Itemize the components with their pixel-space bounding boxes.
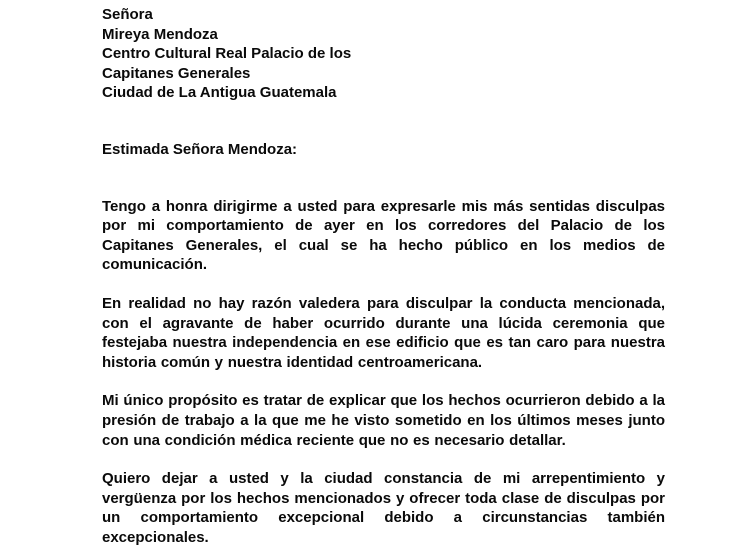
paragraph-repentance: Quiero dejar a usted y la ciudad constancia de mi arrepentimiento y vergüenza por los hechos mencionados y ofrecer toda clase de disculpas por un comportamiento excepcional debido a circunstancias también excepcionales. — [102, 470, 665, 546]
address-line-institution-cont: Capitanes Generales — [102, 64, 251, 82]
salutation: Estimada Señora Mendoza: — [102, 140, 298, 158]
address-line-institution: Centro Cultural Real Palacio de los — [102, 45, 352, 63]
address-line-city: Ciudad de La Antigua Guatemala — [102, 84, 337, 102]
recipient-address — [102, 5, 665, 103]
address-line-name: Mireya Mendoza — [102, 25, 218, 43]
letter-body — [102, 5, 665, 547]
paragraph-explanation: Mi único propósito es tratar de explicar que los hechos ocurrieron debido a la presión de trabajo a la que me he visto sometido en los últimos meses junto con una condición médica reciente que no es necesario detallar. — [102, 392, 665, 449]
paragraph-no-excuse: En realidad no hay razón valedera para disculpar la conducta mencionada, con el agravante de haber ocurrido durante una lúcida ceremonia que festejaba nuestra independencia en ese edificio que es tan caro para nuestra historia común y nuestra identidad centroamericana. — [102, 294, 665, 371]
paragraph-apology: Tengo a honra dirigirme a usted para expresarle mis más sentidas disculpas por mi comportamiento de ayer en los corredores del Palacio de los Capitanes Generales, el cual se ha hecho público en los medios de comunicación. — [102, 197, 665, 274]
address-line-title: Señora — [102, 6, 153, 23]
